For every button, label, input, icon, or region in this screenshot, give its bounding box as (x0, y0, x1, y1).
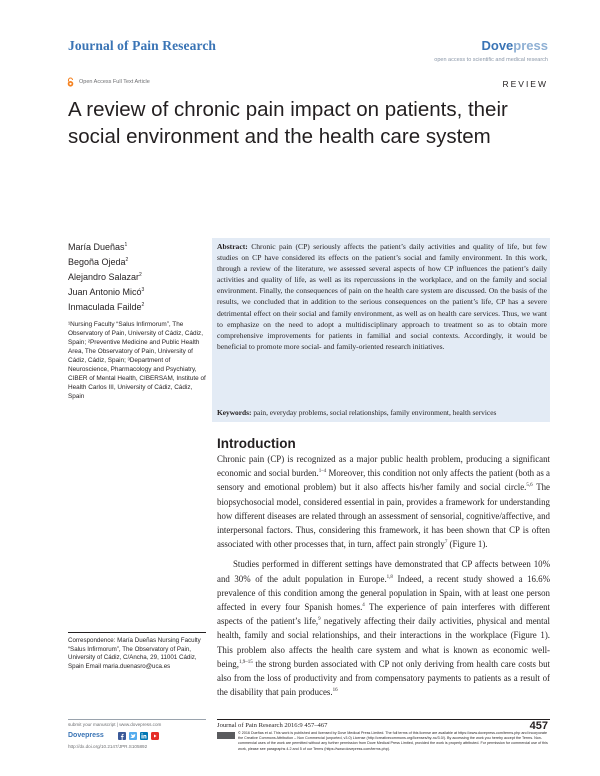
abstract-text: Chronic pain (CP) seriously affects the patient’s daily activities and quality of life, but few studies on CP have considered its effects on the patient’s social and family environment. In this work, through a review of the literature, we assessed several aspects of how CP influences the patient’s daily activities and quality of life, as well as its repercussions in the workplace, and on the family and social environment. Finally, the consequences of pain on the health care system are discussed. On the basis of the results, we concluded that in addition to the serious consequences on the patient’s life, CP has a severe detrimental effect on their social and family environment, as well as on health care services. Thus, we want to emphasize on the need to adopt a multidisciplinary approach to treatment so as to obtain more comprehensive improvements for patients in familial and social contexts. Accordingly, it would be beneficial to promote more social- and family-oriented research initiatives. (217, 242, 547, 351)
author: Inmaculada Failde$^2$ (68, 302, 145, 312)
license-text: © 2016 Dueñas et al. This work is published and licensed by Dove Medical Press Limited. The full terms of this license are available at https://www.dovepress.com/terms.php and incorporate the Creative Commons Attribution – Non Commercial (unported, v3.0) License (http://creativecommons.org/licenses/by-nc/3.0/). By accessing the work you hereby accept the Terms. Non-commercial uses of the work are permitted without any further permission from Dove Medical Press Limited, provided the work is properly attributed. For permission for commercial use of this work, please see paragraphs 4.2 and 5 of our Terms (https://www.dovepress.com/terms.php). (238, 731, 548, 751)
keywords-text: pain, everyday problems, social relationships, family environment, health services (253, 408, 497, 417)
affiliations: ¹Nursing Faculty “Salus Infirmorum”, The Observatory of Pain, University of Cádiz, Cádiz, Spain; ²Preventive Medicine and Public Health Area, The Observatory of Pain, University of Cádiz, Cádiz, Spain; ³Department of Neuroscience, Pharmacology and Psychiatry, CIBER of Mental Health, CIBERSAM, Institute of Health Carlos III, University of Cádiz, Cádiz, Spain (68, 321, 206, 400)
footer-dovepress-logo[interactable]: Dovepress (68, 732, 104, 739)
author-list (68, 240, 144, 315)
divider (68, 719, 206, 720)
paragraph: Chronic pain (CP) is recognized as a major public health problem, producing a significant economic and social burden.$^{1-4}$ Moreover, this condition not only affects the patient (both as a sensory and emotional problem) but it also affects his/her family and social circle.$^{5,6}$ The biopsychosocial model, considered essential in pain, provides a framework for understanding how different diseases are related through an assessment of sensorial, cognitive/affective, and interpersonal factors. Thus, considering this framework, it has been shown that CP is often associated with other processes that, in turn, affect pain strongly$^7$ (Figure 1). (217, 454, 550, 550)
youtube-icon[interactable] (151, 732, 159, 740)
submit-link[interactable]: submit your manuscript | www.dovepress.com (68, 722, 162, 727)
twitter-icon[interactable] (129, 732, 137, 740)
facebook-icon[interactable] (118, 732, 126, 740)
paragraph: Studies performed in different settings have demonstrated that CP affects between 10% and 30% of the adult population in Europe.$^{1,8}$ Indeed, a recent study showed a 16.6% prevalence of this condition among the general population in Spain, with at least one person affected in every four Spanish homes.$^4$ The experience of pain interferes with different aspects of the patient’s life,$^9$ negatively affecting their daily activities, physical and mental health, family and social relationships, and their interactions in the workplace (Figure 1). This problem also affects the health care system and what is known as economic well-being,$^{1,9-15}$ the strong burden associated with CP not only deriving from health care costs but also from the loss of productivity and from compensatory payments to patients as a result of the disability that pain produces.$^{16}$ (217, 559, 550, 698)
linkedin-icon[interactable] (140, 732, 148, 740)
brand-dove: Dove (481, 38, 514, 53)
divider (217, 719, 550, 720)
page-number: 457 (529, 720, 548, 732)
open-access-label: Open Access Full Text Article (79, 79, 150, 85)
open-access-icon (66, 77, 75, 87)
footer-journal: Journal of Pain Research 2016:9 457–467 (217, 722, 328, 729)
author: Alejandro Salazar$^2$ (68, 272, 142, 282)
creative-commons-icon[interactable] (217, 732, 235, 739)
abstract-label: Abstract: (217, 242, 248, 251)
keywords (217, 408, 547, 417)
tagline: open access to scientific and medical research (434, 57, 548, 63)
journal-title[interactable]: Journal of Pain Research (68, 38, 217, 53)
doi-link[interactable]: http://dx.doi.org/10.2147/JPR.S105892 (68, 744, 148, 749)
dovepress-logo[interactable] (482, 38, 549, 53)
abstract (217, 241, 547, 352)
author: María Dueñas$^1$ (68, 242, 128, 252)
body-text (217, 452, 550, 699)
correspondence: Correspondence: María Dueñas Nursing Faculty “Salus Infirmorum”, The Observatory of Pain, University of Cádiz, C/Ancha, 29, 11001 Cádiz, Spain Email maria.duenasro@uca.es (68, 637, 201, 670)
brand-press: press (513, 38, 548, 53)
article-type: REVIEW (502, 79, 548, 89)
article-title: A review of chronic pain impact on patients, their social environment and the health care system (68, 98, 508, 148)
author: Juan Antonio Micó$^3$ (68, 287, 145, 297)
author: Begoña Ojeda$^2$ (68, 257, 129, 267)
divider (68, 632, 206, 633)
keywords-label: Keywords: (217, 408, 252, 417)
section-heading: Introduction (217, 436, 296, 451)
